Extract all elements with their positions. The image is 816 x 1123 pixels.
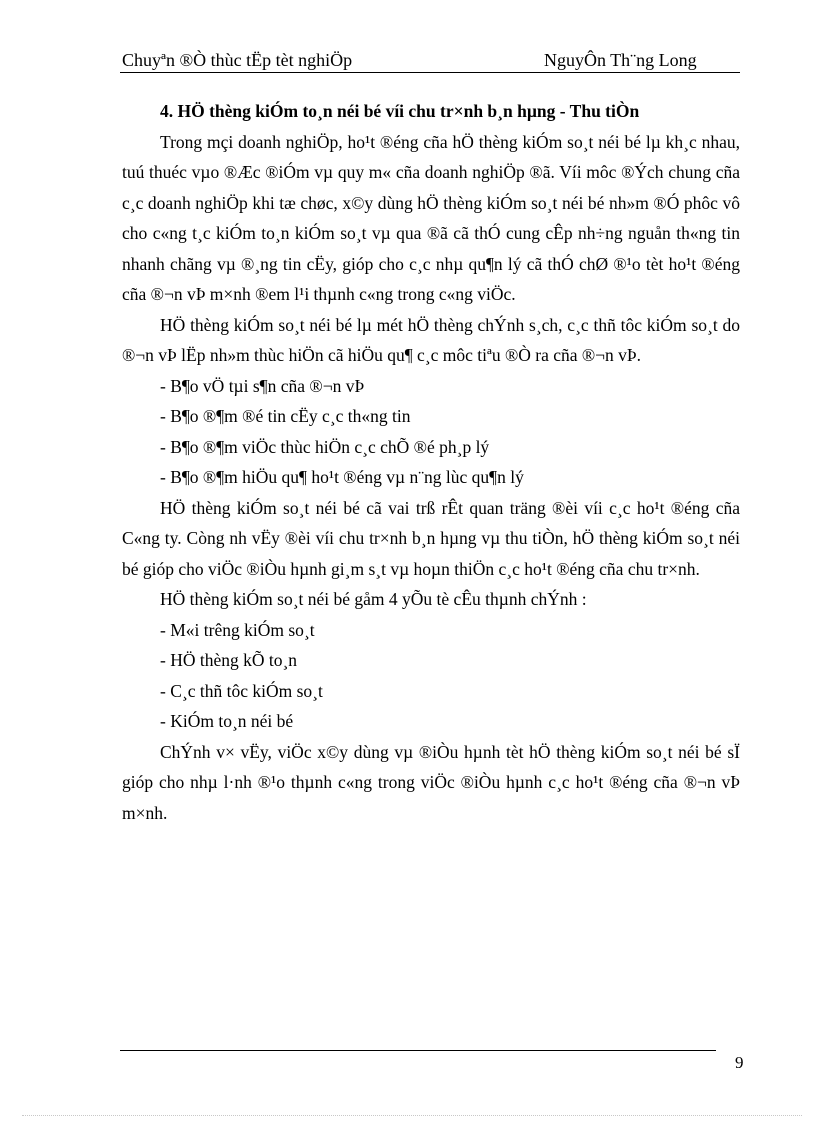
list-item: - M«i trêng kiÓm so¸t (160, 619, 315, 640)
header-title: Chuyªn ®Ò thùc tËp tèt nghiÖp (122, 50, 353, 70)
list-item: - HÖ thèng kÕ to¸n (160, 650, 298, 670)
footer-divider (120, 1050, 716, 1051)
paragraph-conclusion: ChÝnh v× vËy, viÖc x©y dùng vµ ®iÒu hµnh tèt hÖ thèng kiÓm so¸t néi bé sÏ gióp cho nhµ l·nh ®¹o thµnh c«ng trong viÖc ®iÒu hµnh c¸c ho¹t ®éng cña ®¬n vÞ m×nh. (122, 741, 740, 823)
section-heading: 4. HÖ thèng kiÓm to¸n néi bé víi chu tr×nh b¸n hµng - Thu tiÒn (160, 101, 640, 121)
list-item: - B¶o ®¶m ®é tin cËy c¸c th«ng tin (160, 406, 411, 426)
page-edge-divider (22, 1115, 802, 1116)
list-item: - KiÓm to¸n néi bé (160, 711, 294, 731)
list-item: - B¶o vÖ tµi s¶n cña ®¬n vÞ (160, 375, 365, 396)
header-author: NguyÔn Th¨ng Long (544, 50, 697, 70)
page-number: 9 (735, 1053, 744, 1072)
paragraph-role: HÖ thèng kiÓm so¸t néi bé cã vai trß rÊt quan träng ®èi víi c¸c ho¹t ®éng cña C«ng ty. Còng nh vËy ®èi víi chu tr×nh b¸n hµng vµ thu tiÒn, hÖ thèng kiÓm so¸t néi bé gióp cho viÖc ®iÒu hµnh gi¸m s¸t vµ hoµn thiÖn c¸c ho¹t ®éng cña chu tr×nh. (122, 497, 740, 579)
paragraph-components: HÖ thèng kiÓm so¸t néi bé gåm 4 yÕu tè cÊu thµnh chÝnh : (160, 589, 587, 609)
paragraph-definition: HÖ thèng kiÓm so¸t néi bé lµ mét hÖ thèng chÝnh s¸ch, c¸c thñ tôc kiÓm so¸t do ®¬n vÞ lËp nh»m thùc hiÖn cã hiÖu qu¶ c¸c môc tiªu ®Ò ra cña ®¬n vÞ. (122, 314, 740, 365)
list-item: - B¶o ®¶m hiÖu qu¶ ho¹t ®éng vµ n¨ng lùc qu¶n lý (160, 467, 524, 487)
list-item: - B¶o ®¶m viÖc thùc hiÖn c¸c chÕ ®é ph¸p lý (160, 436, 490, 457)
paragraph-intro: Trong mçi doanh nghiÖp, ho¹t ®éng cña hÖ thèng kiÓm so¸t néi bé lµ kh¸c nhau, tuú thuéc vµo ®Æc ®iÓm vµ quy m« cña doanh nghiÖp ®ã. Víi môc ®Ých chung cña c¸c doanh nghiÖp khi tæ chøc, x©y dùng hÖ thèng kiÓm so¸t néi bé nh»m ®Ó phôc vô cho c«ng t¸c kiÓm to¸n kiÓm so¸t vµ qua ®ã cã thÓ cung cÊp nh÷ng nguån th«ng tin nhanh chãng vµ ®¸ng tin cËy, gióp cho c¸c nhµ qu¶n lý cã thÓ chØ ®¹o tèt ho¹t ®éng cña ®¬n vÞ m×nh ®em l¹i thµnh c«ng trong c«ng viÖc. (122, 131, 740, 304)
document-body (122, 96, 740, 828)
list-item: - C¸c thñ tôc kiÓm so¸t (160, 680, 323, 701)
header-divider (120, 72, 740, 73)
